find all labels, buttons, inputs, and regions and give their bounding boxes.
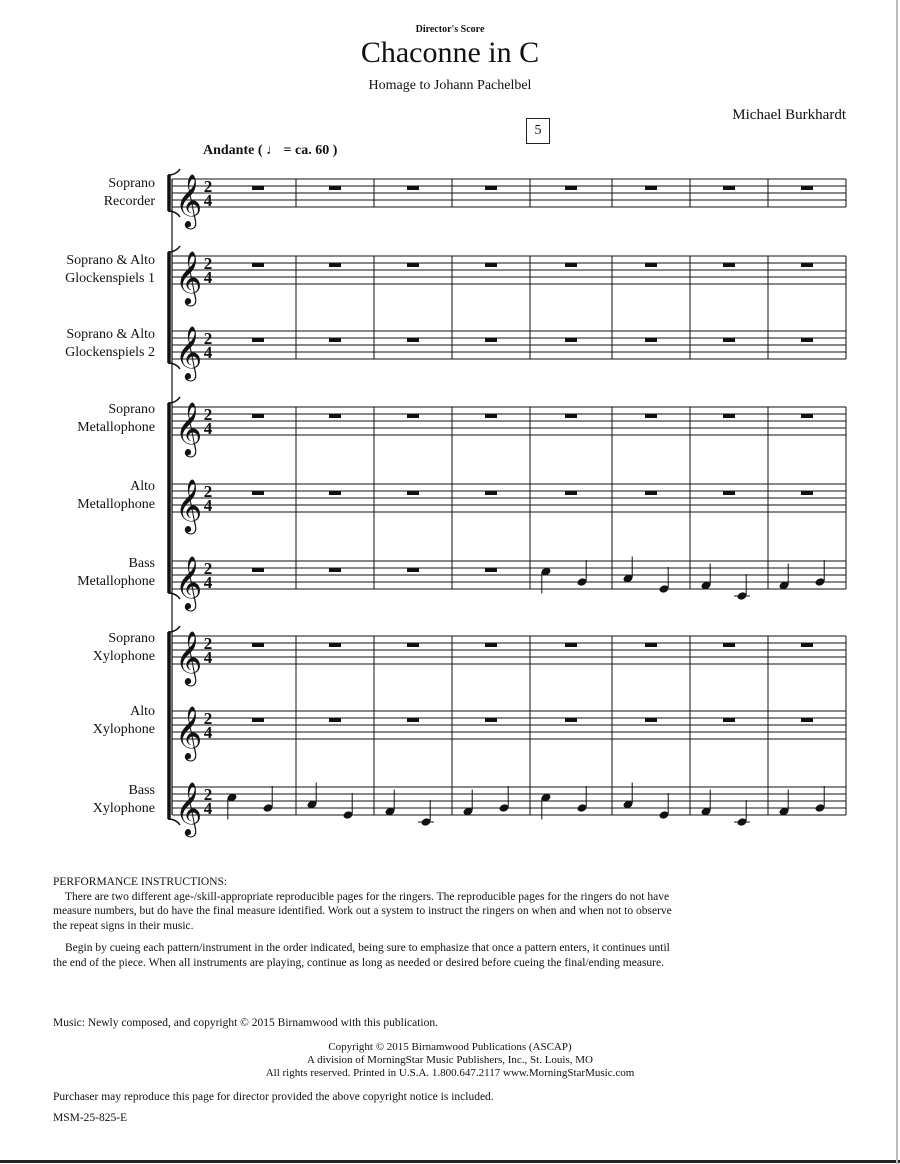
time-signature-top: 2	[203, 405, 213, 424]
whole-rest	[407, 491, 419, 495]
whole-rest	[723, 643, 735, 647]
time-signature-top: 2	[203, 709, 213, 728]
whole-rest	[801, 186, 813, 190]
whole-rest	[485, 568, 497, 572]
time-signature-bottom: 4	[203, 799, 213, 818]
reproduce-note: Purchaser may reproduce this page for director provided the above copyright notice is included.	[53, 1091, 494, 1103]
whole-rest	[723, 186, 735, 190]
whole-rest	[329, 414, 341, 418]
whole-rest	[801, 491, 813, 495]
time-signature-bottom: 4	[203, 723, 213, 742]
time-signature-top: 2	[203, 254, 213, 273]
treble-clef-icon: 𝄞	[175, 478, 203, 532]
whole-rest	[645, 414, 657, 418]
whole-rest	[645, 186, 657, 190]
whole-rest	[329, 491, 341, 495]
whole-rest	[407, 568, 419, 572]
tempo-marking: Andante ( ♩ = ca. 60 )	[203, 143, 338, 158]
time-signature-top: 2	[203, 482, 213, 501]
whole-rest	[645, 643, 657, 647]
instrument-label: Soprano Recorder	[103, 176, 155, 209]
time-signature-top: 2	[203, 177, 213, 196]
whole-rest	[565, 414, 577, 418]
performance-instructions	[53, 875, 678, 970]
instrument-label: Soprano & Alto Glockenspiels 2	[65, 327, 155, 360]
treble-clef-icon: 𝄞	[175, 555, 203, 609]
whole-rest	[723, 338, 735, 342]
time-signature-bottom: 4	[203, 496, 213, 515]
score-type-label: Director's Score	[415, 24, 485, 35]
page-border	[896, 0, 898, 1164]
music-note: Music: Newly composed, and copyright © 2015 Birnamwood with this publication.	[53, 1017, 438, 1029]
whole-rest	[329, 568, 341, 572]
whole-rest	[645, 263, 657, 267]
whole-rest	[723, 718, 735, 722]
instructions-paragraph: There are two different age-/skill-appropriate reproducible pages for the ringers. The reproducible pages for the ringers do not have measure numbers, but do have the final measure identified. Work out a system to instruct the ringers on when and when not to observe the repeat signs in their music.	[53, 890, 672, 932]
treble-clef-icon: 𝄞	[175, 173, 203, 227]
treble-clef-icon: 𝄞	[175, 325, 203, 379]
whole-rest	[252, 568, 264, 572]
whole-rest	[485, 338, 497, 342]
treble-clef-icon: 𝄞	[175, 630, 203, 684]
instructions-paragraph: Begin by cueing each pattern/instrument in the order indicated, being sure to emphasize that once a pattern enters, it continues until the end of the piece. When all instruments are playing, continue as long as needed or desired before cueing the final/ending measure.	[53, 942, 670, 969]
treble-clef-icon: 𝄞	[175, 250, 203, 304]
whole-rest	[252, 186, 264, 190]
whole-rest	[485, 718, 497, 722]
whole-rest	[329, 338, 341, 342]
time-signature-top: 2	[203, 785, 213, 804]
time-signature-bottom: 4	[203, 648, 213, 667]
time-signature-bottom: 4	[203, 573, 213, 592]
time-signature-top: 2	[203, 559, 213, 578]
whole-rest	[252, 263, 264, 267]
whole-rest	[485, 263, 497, 267]
whole-rest	[565, 263, 577, 267]
whole-rest	[565, 338, 577, 342]
whole-rest	[407, 263, 419, 267]
instrument-label: Alto Xylophone	[92, 704, 155, 737]
whole-rest	[407, 414, 419, 418]
whole-rest	[723, 491, 735, 495]
whole-rest	[329, 263, 341, 267]
page-border	[0, 1160, 900, 1163]
whole-rest	[485, 414, 497, 418]
time-signature-bottom: 4	[203, 268, 213, 287]
whole-rest	[801, 338, 813, 342]
catalog-number: MSM-25-825-E	[53, 1112, 128, 1124]
whole-rest	[252, 414, 264, 418]
whole-rest	[801, 414, 813, 418]
whole-rest	[407, 718, 419, 722]
composer-name: Michael Burkhardt	[732, 107, 846, 123]
treble-clef-icon: 𝄞	[175, 401, 203, 455]
time-signature-top: 2	[203, 634, 213, 653]
measure-number-box: 5	[526, 118, 550, 144]
whole-rest	[329, 186, 341, 190]
whole-rest	[801, 718, 813, 722]
instrument-label: Bass Metallophone	[77, 556, 155, 589]
instrument-label: Soprano Metallophone	[77, 402, 155, 435]
time-signature-bottom: 4	[203, 191, 213, 210]
whole-rest	[252, 643, 264, 647]
whole-rest	[645, 718, 657, 722]
whole-rest	[252, 491, 264, 495]
whole-rest	[407, 643, 419, 647]
copyright-block: Copyright © 2015 Birnamwood Publications (ASCAP) A division of MorningStar Music Publishers, Inc., St. Louis, MO All rights reserved. Printed in U.S.A. 1.800.647.2117 www.MorningStarMusic.com	[265, 1041, 635, 1079]
whole-rest	[252, 338, 264, 342]
instructions-heading: PERFORMANCE INSTRUCTIONS:	[53, 876, 228, 888]
piece-title: Chaconne in C	[360, 36, 540, 69]
time-signature-top: 2	[203, 329, 213, 348]
whole-rest	[565, 186, 577, 190]
instrument-label: Bass Xylophone	[92, 783, 155, 816]
time-signature-bottom: 4	[203, 343, 213, 362]
whole-rest	[565, 643, 577, 647]
whole-rest	[329, 718, 341, 722]
instrument-label: Alto Metallophone	[77, 479, 155, 512]
whole-rest	[645, 338, 657, 342]
whole-rest	[252, 718, 264, 722]
whole-rest	[329, 643, 341, 647]
whole-rest	[565, 491, 577, 495]
piece-subtitle: Homage to Johann Pachelbel	[368, 78, 532, 93]
whole-rest	[407, 338, 419, 342]
whole-rest	[723, 414, 735, 418]
whole-rest	[565, 718, 577, 722]
whole-rest	[485, 186, 497, 190]
whole-rest	[407, 186, 419, 190]
instrument-label: Soprano Xylophone	[92, 631, 155, 664]
whole-rest	[485, 643, 497, 647]
time-signature-bottom: 4	[203, 419, 213, 438]
whole-rest	[801, 643, 813, 647]
treble-clef-icon: 𝄞	[175, 781, 203, 835]
treble-clef-icon: 𝄞	[175, 705, 203, 759]
whole-rest	[801, 263, 813, 267]
whole-rest	[645, 491, 657, 495]
whole-rest	[485, 491, 497, 495]
whole-rest	[723, 263, 735, 267]
instrument-label: Soprano & Alto Glockenspiels 1	[65, 253, 155, 286]
